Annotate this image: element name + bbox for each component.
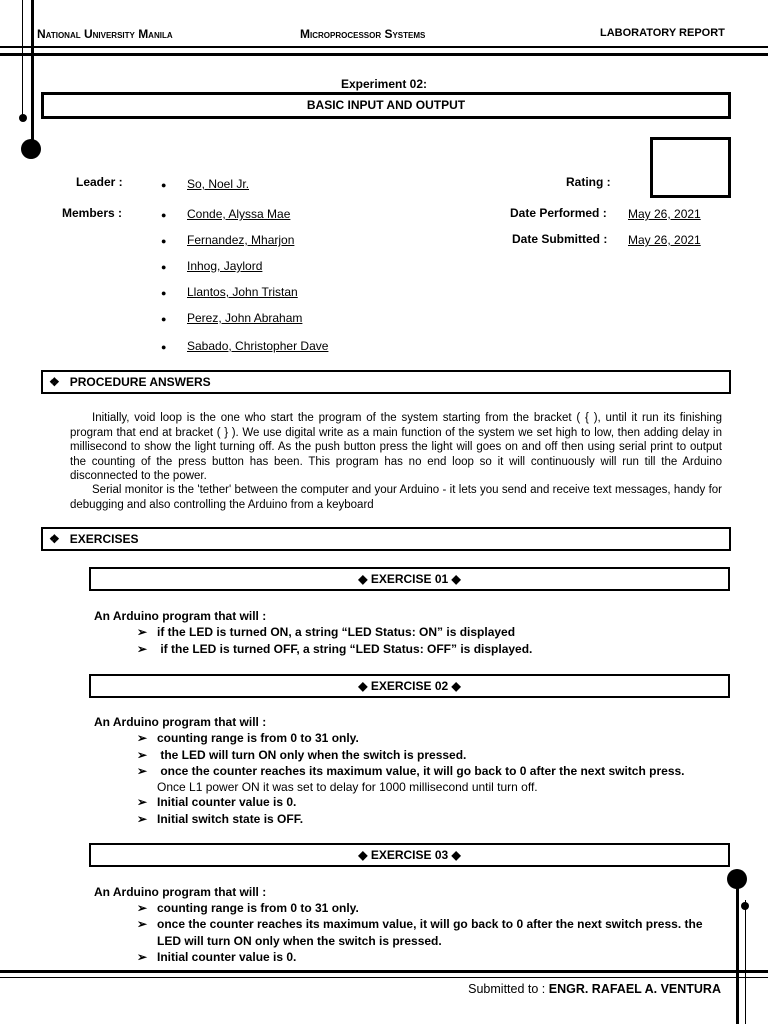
- exercise-02-item: ➢ once the counter reaches its maximum value, it will go back to 0 after the next switch press.: [137, 764, 685, 778]
- header-university: National University Manila: [37, 27, 173, 41]
- left-border-thin-line: [22, 0, 23, 120]
- date-performed-value: May 26, 2021: [628, 207, 701, 221]
- header-report-type: LABORATORY REPORT: [600, 27, 725, 39]
- bullet-icon: ●: [161, 314, 167, 324]
- exercise-03-item: ➢ once the counter reaches its maximum value, it will go back to 0 after the next switch press. the: [137, 917, 703, 931]
- exercise-03-item: ➢ Initial counter value is 0.: [137, 950, 297, 964]
- exercise-02-item: ➢ counting range is from 0 to 31 only.: [137, 731, 359, 745]
- bullet-icon: ●: [161, 288, 167, 298]
- bullet-icon: ●: [161, 180, 167, 190]
- procedure-paragraph-1: Initially, void loop is the one who start the program of the system starting from the bracket ( { ), until it run its finishing program that end at bracket ( } ). We use digital write as a main function of the system we set high to low, then adding delay in millisecond to show the light turning off. As the push button press the light will goes on and off then using serial print to output the counting of the press button has been. This program has no end loop so it will continuously will run till the Arduino disconnected to the power.: [70, 412, 722, 482]
- date-performed-label: Date Performed :: [510, 206, 607, 220]
- submitted-name: ENGR. RAFAEL A. VENTURA: [548, 982, 721, 996]
- date-submitted-value: May 26, 2021: [628, 233, 701, 247]
- member-name: Llantos, John Tristan: [187, 285, 298, 299]
- member-name: Inhog, Jaylord: [187, 259, 263, 273]
- exercises-heading: EXERCISES: [69, 532, 139, 546]
- exercise-01-item: ➢ if the LED is turned ON, a string “LED Status: ON” is displayed: [137, 625, 516, 639]
- rating-box: [650, 137, 731, 198]
- exercise-02-item: ➢ Initial switch state is OFF.: [137, 812, 304, 826]
- arrow-bullet-icon: ➢: [137, 917, 148, 931]
- arrow-bullet-icon: ➢: [137, 731, 148, 745]
- experiment-label: Experiment 02:: [340, 77, 428, 91]
- arrow-bullet-icon: ➢: [137, 950, 148, 964]
- bullet-icon: ●: [161, 262, 167, 272]
- header-rule: [0, 46, 768, 48]
- exercise-01-title: ◆ EXERCISE 01 ◆: [89, 567, 730, 591]
- arrow-bullet-icon: ➢: [137, 901, 148, 915]
- exercise-02-item: ➢ the LED will turn ON only when the switch is pressed.: [137, 748, 467, 762]
- right-dot: [727, 869, 747, 889]
- member-name: Perez, John Abraham: [187, 311, 303, 325]
- bullet-icon: ●: [161, 210, 167, 220]
- footer-rule-thick: [0, 970, 768, 973]
- member-name: Fernandez, Mharjon: [187, 233, 295, 247]
- right-small-dot: [741, 902, 749, 910]
- exercises-heading-box: [41, 527, 731, 551]
- exercise-02-title: ◆ EXERCISE 02 ◆: [89, 674, 730, 698]
- exercise-02-note: Once L1 power ON it was set to delay for 1000 millisecond until turn off.: [157, 780, 538, 794]
- header-course: Microprocessor Systems: [300, 27, 426, 41]
- exercise-01-intro: An Arduino program that will :: [94, 609, 267, 623]
- footer-rule: [0, 977, 768, 978]
- right-border-thin-line: [745, 900, 746, 1024]
- rating-label: Rating :: [566, 175, 611, 189]
- member-name: Sabado, Christopher Dave: [187, 339, 329, 353]
- exercise-01-item: ➢ if the LED is turned OFF, a string “LED Status: OFF” is displayed.: [137, 642, 533, 656]
- submitted-to: [468, 982, 721, 996]
- arrow-bullet-icon: ➢: [137, 764, 148, 778]
- arrow-bullet-icon: ➢: [137, 748, 148, 762]
- exercise-03-continuation: LED will turn ON only when the switch is pressed.: [157, 934, 442, 948]
- bullet-icon: ●: [161, 342, 167, 352]
- exercise-02-intro: An Arduino program that will :: [94, 715, 267, 729]
- diamond-bullet-icon: ❖: [49, 532, 60, 546]
- arrow-bullet-icon: ➢: [137, 812, 148, 826]
- left-small-dot: [19, 114, 27, 122]
- arrow-bullet-icon: ➢: [137, 625, 148, 639]
- leader-name: So, Noel Jr.: [187, 177, 250, 191]
- procedure-heading-box: [41, 370, 731, 394]
- header-rule-thick: [0, 53, 768, 56]
- arrow-bullet-icon: ➢: [137, 642, 148, 656]
- right-border-line: [736, 880, 739, 1024]
- member-name: Conde, Alyssa Mae: [187, 207, 291, 221]
- leader-label: Leader :: [76, 175, 123, 189]
- diamond-bullet-icon: ❖: [49, 375, 60, 389]
- exercise-03-intro: An Arduino program that will :: [94, 885, 267, 899]
- members-label: Members :: [62, 206, 123, 220]
- procedure-paragraph-2: Serial monitor is the 'tether' between the computer and your Arduino - it lets you send and receive text messages, handy for debugging and also controlling the Arduino from a keyboard: [70, 484, 722, 511]
- left-border-line: [31, 0, 34, 150]
- bullet-icon: ●: [161, 236, 167, 246]
- exercise-03-title: ◆ EXERCISE 03 ◆: [89, 843, 730, 867]
- experiment-title: BASIC INPUT AND OUTPUT: [41, 92, 731, 119]
- left-dot: [21, 139, 41, 159]
- arrow-bullet-icon: ➢: [137, 795, 148, 809]
- exercise-02-item: ➢ Initial counter value is 0.: [137, 795, 297, 809]
- procedure-heading: PROCEDURE ANSWERS: [69, 375, 211, 389]
- exercise-03-item: ➢ counting range is from 0 to 31 only.: [137, 901, 359, 915]
- submitted-label: Submitted to :: [468, 982, 549, 996]
- date-submitted-label: Date Submitted :: [512, 232, 608, 246]
